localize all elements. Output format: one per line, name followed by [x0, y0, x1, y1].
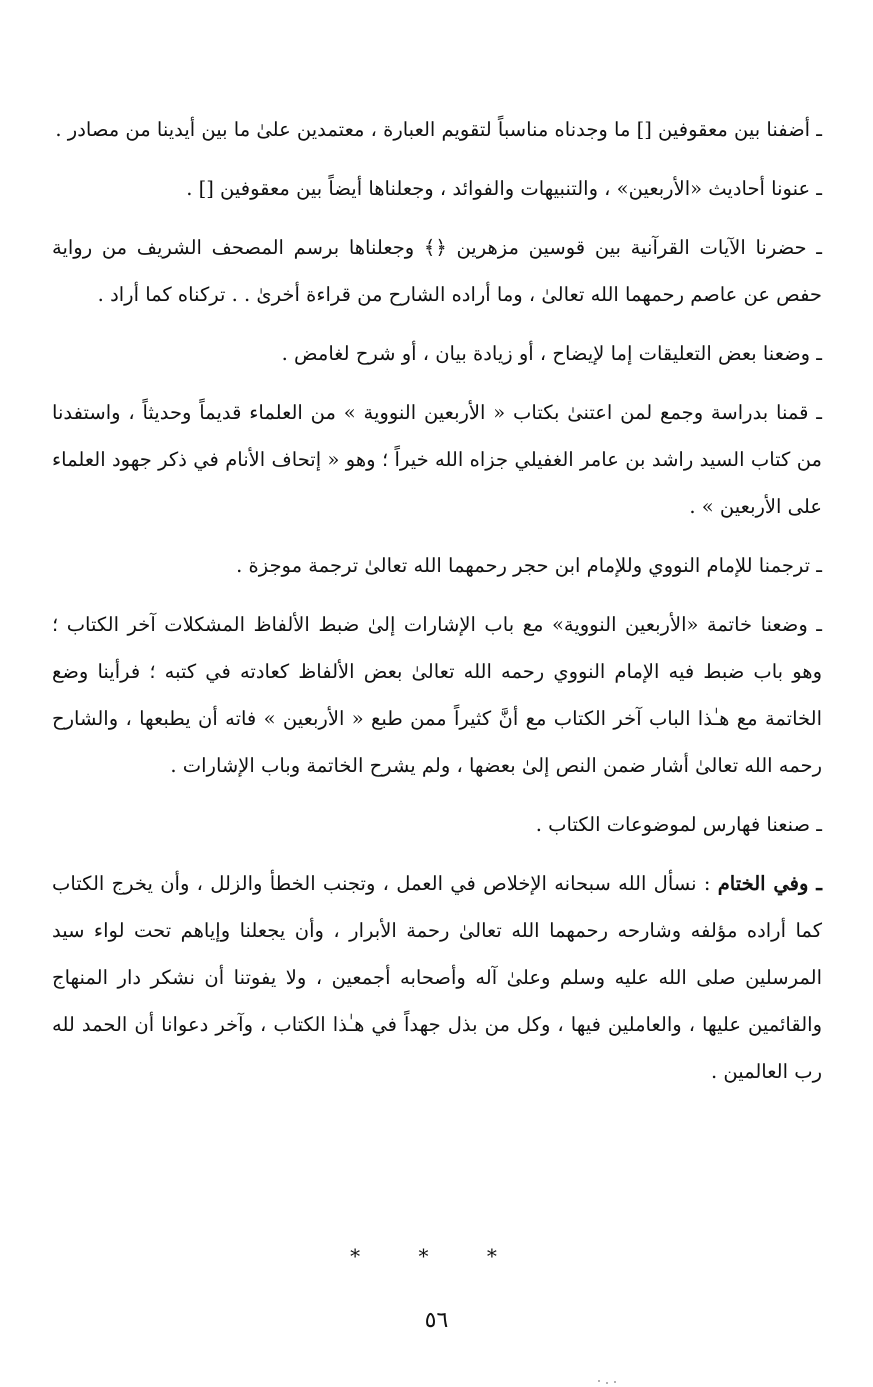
- paragraph-study: [52, 389, 822, 530]
- paragraph-conclusion-section: [52, 601, 822, 789]
- paragraph-comments: [52, 330, 822, 377]
- paragraph-text: ـ وضعنا خاتمة «الأربعين النووية» مع باب الإشارات إلىٰ ضبط الألفاظ المشكلات آخر الكتاب ؛ وهو باب ضبط فيه الإمام النووي رحمه الله تعالىٰ بعض الألفاظ كعادته في كتبه ؛ فرأينا وضع الخاتمة مع هـٰذا الباب آخر الكتاب مع أنَّ كثيراً ممن طبع « الأربعين » فاته أن يطبعها ، والشارح رحمه الله تعالىٰ أشار ضمن النص إلىٰ بعضها ، ولم يشرح الخاتمة وباب الإشارات .: [52, 613, 822, 777]
- section-separator: * * *: [350, 1244, 523, 1268]
- scan-speck: [614, 1381, 616, 1383]
- paragraph-text: ـ وضعنا بعض التعليقات إما لإيضاح ، أو زيادة بيان ، أو شرح لغامض .: [281, 342, 822, 365]
- paragraph-text: ـ قمنا بدراسة وجمع لمن اعتنىٰ بكتاب « الأربعين النووية » من العلماء قديماً وحديثاً ، واستفدنا من كتاب السيد راشد بن عامر الغفيلي جزاه الله خيراً ؛ وهو « إتحاف الأنام في ذكر جهود العلماء على الأربعين » .: [52, 401, 822, 518]
- paragraph-text: ـ أضفنا بين معقوفين [] ما وجدناه مناسباً لتقويم العبارة ، معتمدين علىٰ ما بين أيدينا من مصادر .: [55, 118, 822, 141]
- page-number: ٥٦: [424, 1308, 449, 1333]
- page-body: [52, 106, 822, 1107]
- paragraph-text: ـ حضرنا الآيات القرآنية بين قوسين مزهرين ﴿﴾ وجعلناها برسم المصحف الشريف من رواية حفص عن عاصم رحمهما الله تعالىٰ ، وما أراده الشارح من قراءة أخرىٰ . . تركناه كما أراد .: [52, 236, 822, 306]
- paragraph-text: ـ صنعنا فهارس لموضوعات الكتاب .: [535, 813, 822, 836]
- paragraph-headings: [52, 165, 822, 212]
- paragraph-quran-verses: [52, 224, 822, 318]
- paragraph-text: : نسأل الله سبحانه الإخلاص في العمل ، وتجنب الخطأ والزلل ، وأن يخرج الكتاب كما أراده مؤلفه وشارحه رحمهما الله تعالىٰ رحمة الأبرار ، وأن يجعلنا وإياهم تحت لواء سيد المرسلين صلى الله عليه وسلم وعلىٰ آله وأصحابه أجمعين ، ولا يفوتنا أن نشكر دار المنهاج والقائمين عليها ، والعاملين فيها ، وكل من بذل جهداً في هـٰذا الكتاب ، وآخر دعوانا أن الحمد لله رب العالمين .: [52, 872, 822, 1083]
- paragraph-text: ـ عنونا أحاديث «الأربعين» ، والتنبيهات والفوائد ، وجعلناها أيضاً بين معقوفين [] .: [186, 177, 822, 200]
- paragraph-text: ـ ترجمنا للإمام النووي وللإمام ابن حجر رحمهما الله تعالىٰ ترجمة موجزة .: [236, 554, 822, 577]
- scan-speck: [606, 1382, 608, 1384]
- paragraph-biographies: [52, 542, 822, 589]
- paragraph-indexes: [52, 801, 822, 848]
- paragraph-closing: [52, 860, 822, 1095]
- paragraph-brackets: [52, 106, 822, 153]
- paragraph-lead: ـ وفي الختام: [717, 872, 822, 895]
- scan-speck: [598, 1380, 600, 1382]
